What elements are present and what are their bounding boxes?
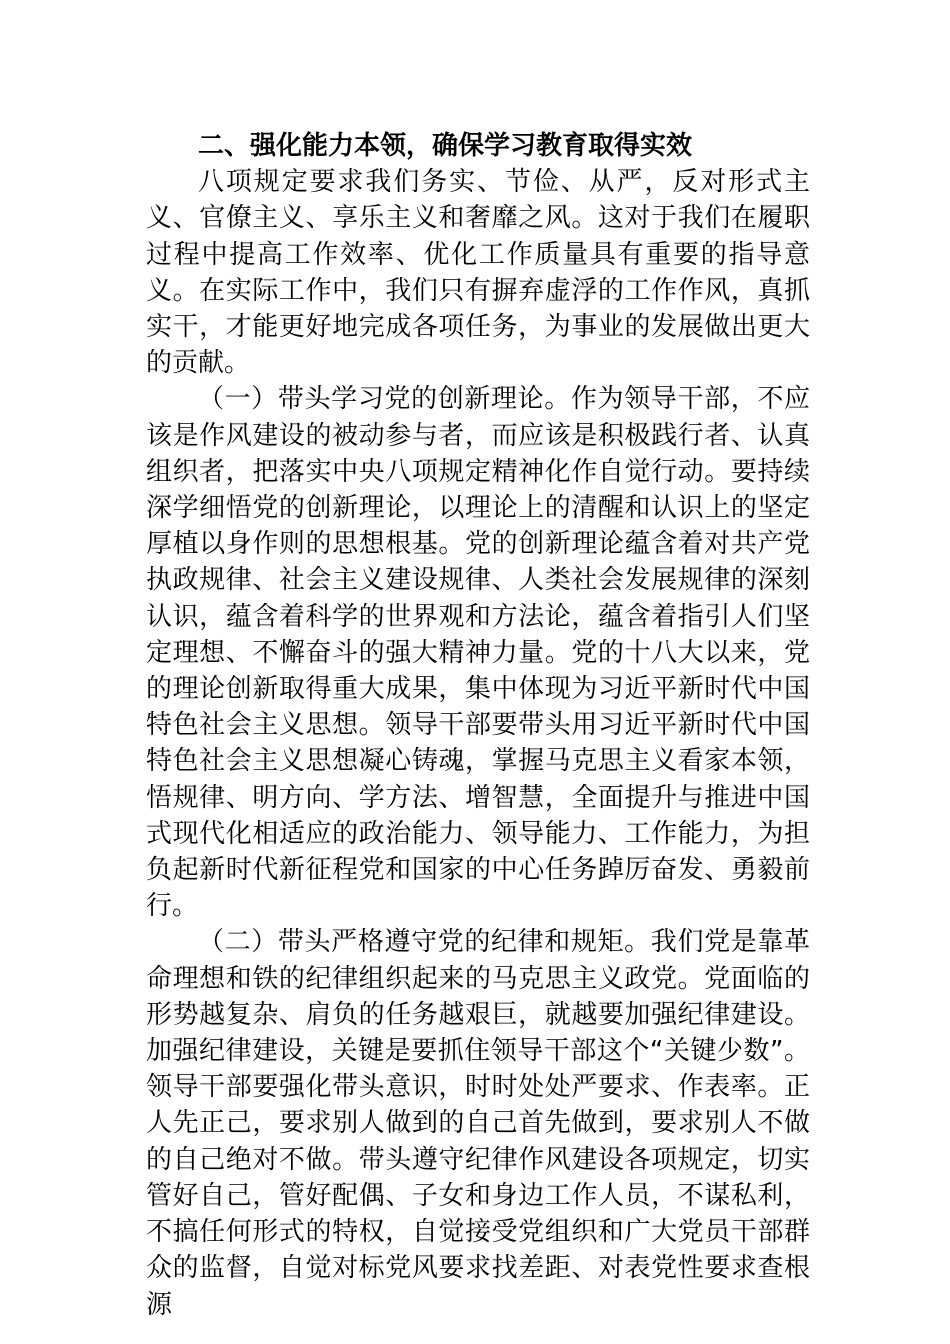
paragraph-theory: （一）带头学习党的创新理论。作为领导干部，不应该是作风建设的被动参与者，而应该是积极践行者、认真组织者，把落实中央八项规定精神化作自觉行动。要持续深学细悟党的创新理论，以理论上的清醒和认识上的坚定厚植以身作则的思想根基。党的创新理论蕴含着对共产党执政规律、社会主义建设规律、人类社会发展规律的深刻认识，蕴含着科学的世界观和方法论，蕴含着指引人们坚定理想、不懈奋斗的强大精神力量。党的十八大以来，党的理论创新取得重大成果，集中体现为习近平新时代中国特色社会主义思想。领导干部要带头用习近平新时代中国特色社会主义思想凝心铸魂，掌握马克思主义看家本领，悟规律、明方向、学方法、增智慧，全面提升与推进中国式现代化相适应的政治能力、领导能力、工作能力，为担负起新时代新征程党和国家的中心任务踔厉奋发、勇毅前行。 [146,384,810,922]
section-heading: 二、强化能力本领，确保学习教育取得实效 [198,131,693,161]
paragraph-discipline: （二）带头严格遵守党的纪律和规矩。我们党是靠革命理想和铁的纪律组织起来的马克思主义政党。党面临的形势越复杂、肩负的任务越艰巨，就越要加强纪律建设。加强纪律建设，关键是要抓住领导干部这个“关键少数”。领导干部要强化带头意识，时时处处严要求、作表率。正人先正己，要求别人做到的自己首先做到，要求别人不做的自己绝对不做。带头遵守纪律作风建设各项规定，切实管好自己，管好配偶、子女和身边工作人员，不谋私利，不搞任何形式的特权，自觉接受党组织和广大党员干部群众的监督，自觉对标党风要求找差距、对表党性要求查根源 [146,927,810,1320]
document-body [146,128,810,1323]
paragraph-intro: 八项规定要求我们务实、节俭、从严，反对形式主义、官僚主义、享乐主义和奢靡之风。这对于我们在履职过程中提高工作效率、优化工作质量具有重要的指导意义。在实际工作中，我们只有摒弃虚浮的工作作风，真抓实干，才能更好地完成各项任务，为事业的发展做出更大的贡献。 [146,167,810,379]
